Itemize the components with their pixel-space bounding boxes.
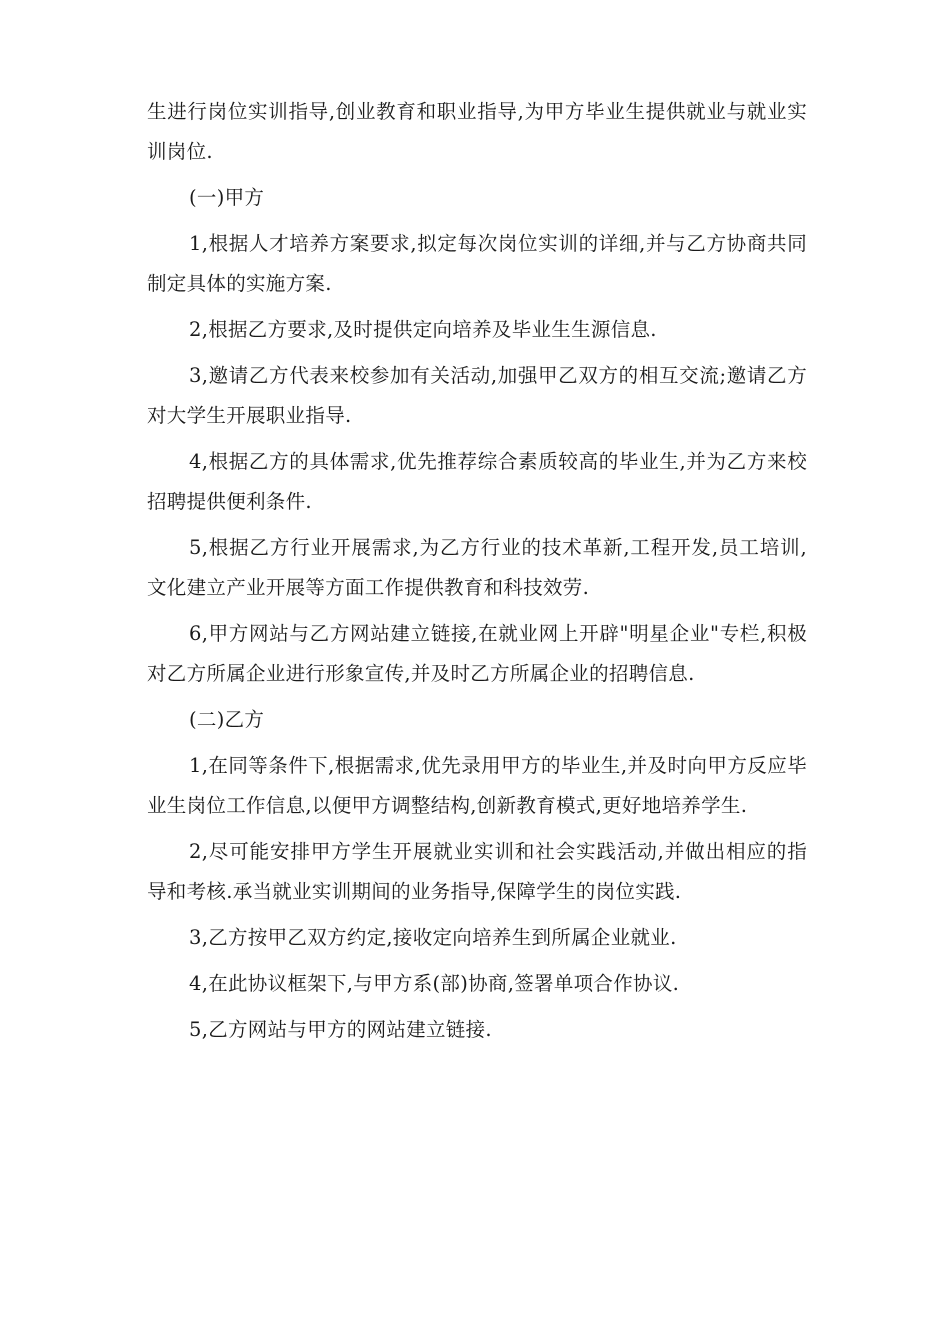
paragraph-continuation: 生进行岗位实训指导,创业教育和职业指导,为甲方毕业生提供就业与就业实训岗位. xyxy=(147,100,807,163)
party-a-clause-5: 5,根据乙方行业开展需求,为乙方行业的技术革新,工程开发,员工培训,文化建立产业开展等方面工作提供教育和科技效劳. xyxy=(147,536,807,599)
party-b-clause-1: 1,在同等条件下,根据需求,优先录用甲方的毕业生,并及时向甲方反应毕业生岗位工作信息,以便甲方调整结构,创新教育模式,更好地培养学生. xyxy=(147,754,807,817)
document-body xyxy=(147,92,807,1056)
party-b-clause-5: 5,乙方网站与甲方的网站建立链接. xyxy=(189,1018,492,1041)
section-heading-party-b: (二)乙方 xyxy=(189,708,265,731)
party-a-clause-2: 2,根据乙方要求,及时提供定向培养及毕业生生源信息. xyxy=(189,318,657,341)
party-a-clause-1: 1,根据人才培养方案要求,拟定每次岗位实训的详细,并与乙方协商共同制定具体的实施方案. xyxy=(147,232,807,295)
section-heading-party-a: (一)甲方 xyxy=(189,186,265,209)
party-a-clause-3: 3,邀请乙方代表来校参加有关活动,加强甲乙双方的相互交流;邀请乙方对大学生开展职业指导. xyxy=(147,364,807,427)
party-b-clause-4: 4,在此协议框架下,与甲方系(部)协商,签署单项合作协议. xyxy=(189,972,680,995)
party-a-clause-4: 4,根据乙方的具体需求,优先推荐综合素质较高的毕业生,并为乙方来校招聘提供便利条件. xyxy=(147,450,807,513)
party-b-clause-2: 2,尽可能安排甲方学生开展就业实训和社会实践活动,并做出相应的指导和考核.承当就业实训期间的业务指导,保障学生的岗位实践. xyxy=(147,840,807,903)
party-a-clause-6: 6,甲方网站与乙方网站建立链接,在就业网上开辟"明星企业"专栏,积极对乙方所属企业进行形象宣传,并及时乙方所属企业的招聘信息. xyxy=(147,622,807,685)
party-b-clause-3: 3,乙方按甲乙双方约定,接收定向培养生到所属企业就业. xyxy=(189,926,677,949)
